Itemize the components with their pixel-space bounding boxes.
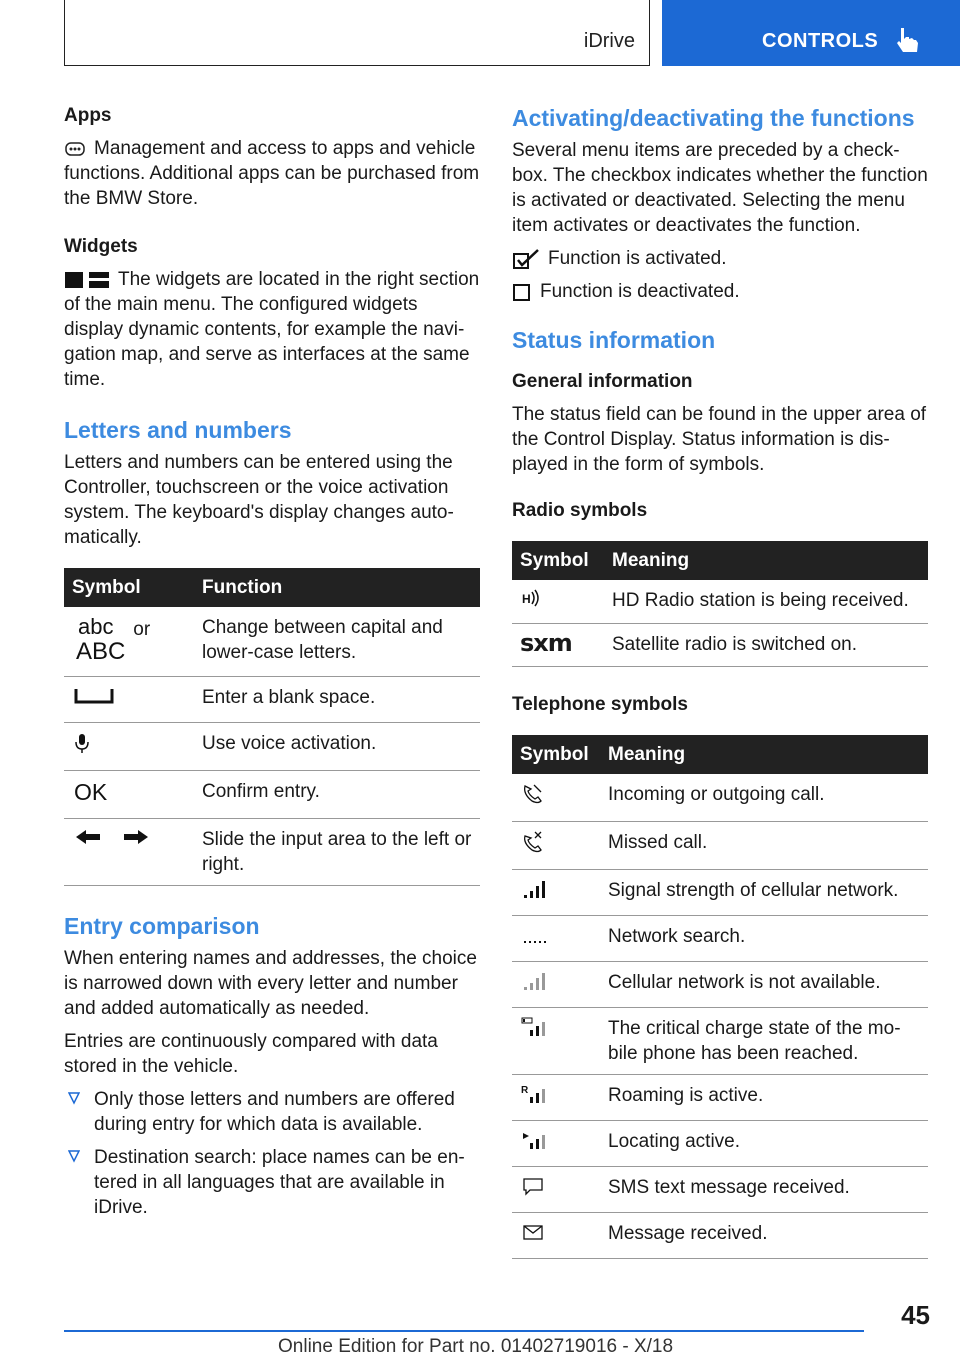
meaning-text: Locating active. <box>600 1121 928 1167</box>
function-text: Slide the input area to the left or right. <box>194 819 480 886</box>
meaning-text: The critical charge state of the mobile phone has been reached. <box>600 1008 928 1075</box>
sms-icon <box>520 1175 546 1197</box>
triangle-bullet-icon <box>68 1149 80 1163</box>
section-title: iDrive <box>583 30 635 52</box>
entry-bullets <box>64 1087 480 1220</box>
apps-heading: Apps <box>64 105 112 126</box>
table-row <box>512 916 928 962</box>
table-header-symbol: Symbol <box>512 541 604 580</box>
table-header-symbol: Symbol <box>64 568 194 607</box>
ok-icon <box>72 779 108 803</box>
meaning-text: Satellite radio is switched on. <box>604 624 928 667</box>
envelope-icon <box>520 1221 546 1243</box>
table-row <box>64 771 480 819</box>
table-row <box>512 1075 928 1121</box>
space-bar-icon <box>72 685 116 707</box>
header-frame <box>64 0 650 66</box>
svg-text:ABC: ABC <box>76 638 126 661</box>
sxm-logo-icon: sxm <box>520 629 572 657</box>
right-column <box>512 104 928 1259</box>
page-number: 45 <box>901 1300 930 1330</box>
table-row <box>64 607 480 677</box>
meaning-text: Message received. <box>600 1213 928 1259</box>
activated-text: Function is activated. <box>548 248 727 269</box>
letters-table <box>64 568 480 886</box>
meaning-text: HD Radio station is being received. <box>604 580 928 624</box>
or-label: or <box>133 619 151 640</box>
svg-text:R: R <box>521 1085 529 1096</box>
widgets-heading: Widgets <box>64 236 138 257</box>
table-header-row <box>512 735 928 774</box>
meaning-text: SMS text message received. <box>600 1167 928 1213</box>
activating-heading: Activating/deactivating the functions <box>512 105 915 131</box>
table-header-function: Function <box>194 568 480 607</box>
function-text: Change between capital and lower-case letters. <box>194 607 480 677</box>
svg-text:H: H <box>522 592 531 606</box>
meaning-text: Missed call. <box>600 822 928 870</box>
table-row <box>64 819 480 886</box>
low-battery-signal-icon <box>520 1016 550 1038</box>
table-row <box>512 822 928 870</box>
table-header-meaning: Meaning <box>600 735 928 774</box>
missed-call-icon <box>520 830 546 854</box>
general-heading: General information <box>512 371 693 392</box>
checkbox-empty-icon <box>512 282 532 302</box>
meaning-text: Roaming is active. <box>600 1075 928 1121</box>
radio-heading: Radio symbols <box>512 500 648 521</box>
phone-call-icon <box>520 782 546 806</box>
chapter-tab[interactable] <box>662 0 960 66</box>
roaming-icon <box>520 1083 550 1105</box>
status-heading: Status information <box>512 327 716 353</box>
table-header-row <box>512 541 928 580</box>
table-row <box>512 624 928 667</box>
activating-text: Several menu items are preceded by a checkbox. The checkbox indicates whether the function is activated or deactivated. Selecting the menu item activates or deactivates the function. <box>512 140 928 236</box>
table-row <box>512 870 928 916</box>
deactivated-line <box>512 279 928 304</box>
checkbox-checked-icon <box>512 248 540 270</box>
meaning-text: Signal strength of cellular network. <box>600 870 928 916</box>
apps-paragraph <box>64 136 480 211</box>
widgets-text: The widgets are located in the right section of the main menu. The configured widgets display dynamic contents, for example the navigation map, and serve as interfaces at the same time. <box>64 269 480 390</box>
hand-pointer-icon <box>894 26 920 54</box>
apps-text: Management and access to apps and vehicle functions. Additional apps can be purchased from the BMW Store. <box>64 138 480 209</box>
meaning-text: Cellular network is not available. <box>600 962 928 1008</box>
deactivated-text: Function is deactivated. <box>540 281 740 302</box>
triangle-bullet-icon <box>68 1091 80 1105</box>
locating-icon <box>520 1129 550 1151</box>
table-header-row <box>64 568 480 607</box>
network-search-icon <box>520 924 550 946</box>
footer-divider <box>64 1330 864 1332</box>
table-row <box>64 723 480 771</box>
hd-radio-icon <box>520 588 548 608</box>
table-row <box>512 580 928 624</box>
left-column <box>64 104 480 1228</box>
chapter-tab-label: CONTROLS <box>762 30 879 52</box>
general-text: The status field can be found in the upper area of the Control Display. Status information is displayed in the form of symbols. <box>512 404 927 475</box>
radio-table <box>512 541 928 667</box>
no-network-icon <box>520 970 550 992</box>
meaning-text: Incoming or outgoing call. <box>600 774 928 822</box>
entry-text-2: Entries are continuously compared with data stored in the vehicle. <box>64 1031 438 1077</box>
table-row <box>64 677 480 723</box>
bullet-text: Destination search: place names can be entered in all languages that are available in iDrive. <box>94 1147 465 1218</box>
table-row <box>512 774 928 822</box>
function-text: Use voice activation. <box>194 723 480 771</box>
list-item <box>64 1087 480 1137</box>
meaning-text: Network search. <box>600 916 928 962</box>
entry-text-1: When entering names and addresses, the choice is narrowed down with every letter and number and added automatically as needed. <box>64 948 477 1019</box>
svg-text:OK: OK <box>74 779 108 803</box>
arrows-left-right-icon <box>72 827 152 847</box>
entry-heading: Entry comparison <box>64 913 260 939</box>
apps-icon <box>64 141 86 157</box>
table-header-meaning: Meaning <box>604 541 928 580</box>
signal-strength-icon <box>520 878 550 900</box>
svg-text:abc: abc <box>78 615 114 639</box>
widgets-paragraph <box>64 267 480 392</box>
table-row <box>512 1213 928 1259</box>
telephone-heading: Telephone symbols <box>512 694 688 715</box>
table-row <box>512 1167 928 1213</box>
letters-text: Letters and numbers can be entered using the Controller, touchscreen or the voice activation system. The keyboard's display changes automatically. <box>64 452 454 548</box>
function-text: Enter a blank space. <box>194 677 480 723</box>
table-row <box>512 1121 928 1167</box>
telephone-table <box>512 735 928 1259</box>
table-row <box>512 1008 928 1075</box>
list-item <box>64 1145 480 1220</box>
table-row <box>512 962 928 1008</box>
edition-text: Online Edition for Part no. 01402719016 - X/18 <box>278 1336 674 1357</box>
letters-heading: Letters and numbers <box>64 417 292 443</box>
widgets-icon <box>64 271 110 289</box>
bullet-text: Only those letters and numbers are offered during entry for which data is available. <box>94 1089 455 1135</box>
function-text: Confirm entry. <box>194 771 480 819</box>
microphone-icon <box>72 731 92 755</box>
table-header-symbol: Symbol <box>512 735 600 774</box>
activated-line <box>512 246 928 271</box>
